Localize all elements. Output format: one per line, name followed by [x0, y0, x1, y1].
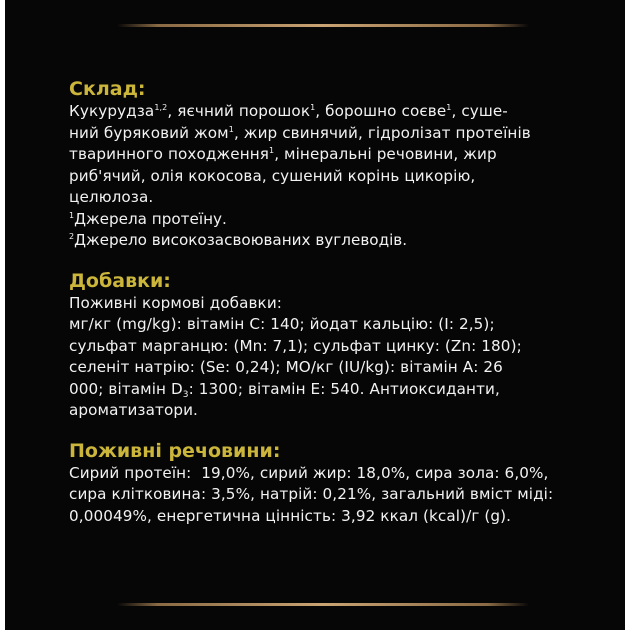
top-divider [117, 24, 529, 27]
additives-line: мг/кг (mg/kg): вітамін С: 140; йодат кальцію: (І: 2,5); [69, 315, 495, 333]
composition-line: риб'ячий, олія кокосова, сушений корінь цикорію, [69, 166, 476, 185]
nutrients-line: сира клітковина: 3,5%, натрій: 0,21%, загальний вміст міді: [69, 485, 554, 503]
footnote-1: $^1$Джерела протеїну. [69, 209, 227, 228]
additives-text [69, 293, 605, 422]
composition-heading: Склад: [69, 78, 146, 100]
additives-heading: Добавки: [69, 269, 171, 292]
nutrients-section [69, 440, 605, 528]
composition-line: целюлоза. [69, 188, 154, 206]
label-panel [5, 0, 625, 630]
additives-line: Поживні кормові добавки: [69, 293, 283, 312]
composition-line: тваринного походження$^1$, мінеральні речовини, жир [69, 145, 497, 163]
composition-line: Кукурудза$^{1,2}$, яєчний порошок$^1$, борошно соєве$^1$, суше- [69, 102, 508, 120]
composition-text [69, 101, 605, 209]
bottom-divider [117, 603, 529, 606]
composition-line: ний буряковий жом$^1$, жир свинячий, гідролізат протеїнів [69, 123, 531, 142]
composition-section [69, 78, 605, 252]
nutrients-heading: Поживні речовини: [69, 439, 281, 462]
additives-section [69, 270, 605, 422]
nutrients-line: 0,00049%, енергетична цінність: 3,92 ккал (kcal)/г (g). [69, 506, 512, 525]
nutrients-text [69, 463, 605, 528]
nutrients-line: Сирий протеїн: 19,0%, сирий жир: 18,0%, сира зола: 6,0%, [69, 463, 549, 482]
additives-line: селеніт натрію: (Se: 0,24); МО/кг (IU/kg): вітамін А: 26 [69, 358, 503, 376]
additives-line: сульфат марганцю: (Mn: 7,1); сульфат цинку: (Zn: 180); [69, 336, 522, 355]
label-content [69, 78, 605, 527]
additives-line: 000; вітамін $D_3$: 1300; вітамін Е: 540. Антиоксиданти, [69, 379, 500, 400]
additives-line: ароматизатори. [69, 401, 198, 419]
footnote-2: $^2$Джерело високозасвоюваних вуглеводів. [69, 231, 408, 249]
